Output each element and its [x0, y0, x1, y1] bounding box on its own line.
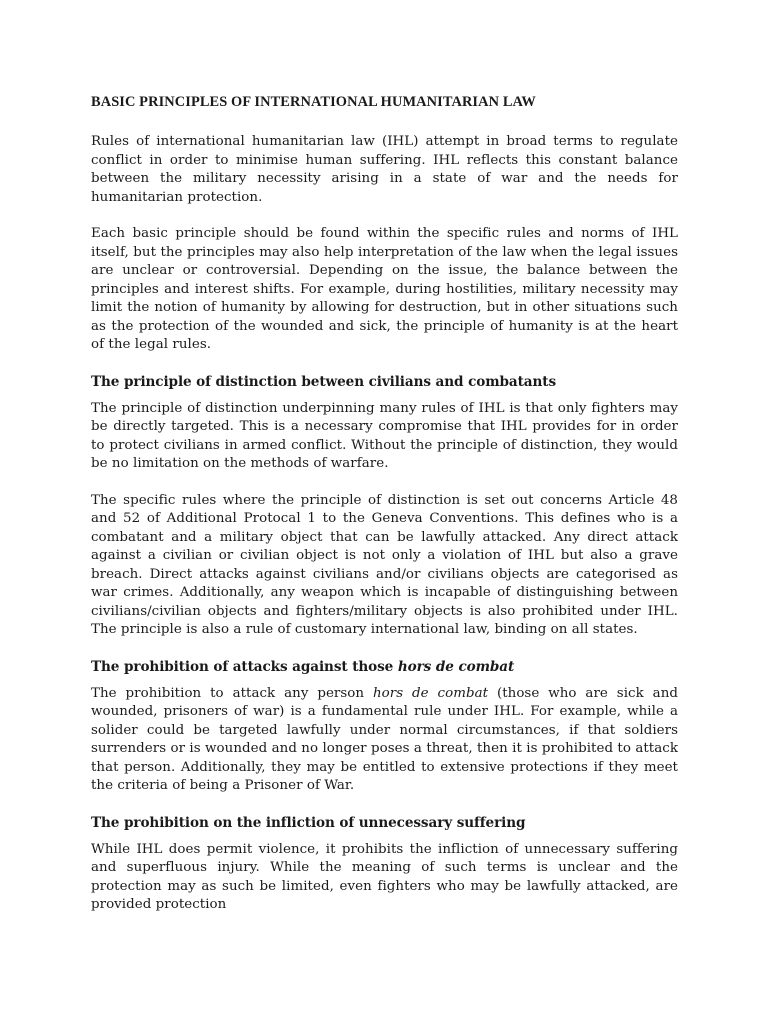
document-title: BASIC PRINCIPLES OF INTERNATIONAL HUMANITARIAN LAW	[91, 94, 536, 110]
distinction-paragraph-2: The specific rules where the principle of distinction is set out concerns Article 48 and 52 of Additional Protocal 1 to the Geneva Conventions. This defines who is a combatant and a military object that can be lawfully attacked. Any direct attack against a civilian or civilian object is not only a violation of IHL but also a grave breach. Direct attacks against civilians and/or civilians objects are categorised as war crimes. Additionally, any weapon which is incapable of distinguishing between civilians/civilian objects and fighters/military objects is also prohibited under IHL. The principle is also a rule of customary international law, binding on all states.	[91, 492, 678, 637]
distinction-paragraph-1: The principle of distinction underpinning many rules of IHL is that only fighters may be directly targeted. This is a necessary compromise that IHL provides for in order to protect civilians in armed conflict. Without the principle of distinction, they would be no limitation on the methods of warfare.	[91, 400, 678, 471]
section-heading-hors-de-combat	[91, 658, 678, 676]
intro-paragraph-2: Each basic principle should be found within the specific rules and norms of IHL itself, but the principles may also help interpretation of the law when the legal issues are unclear or controversial. Depending on the issue, the balance between the principles and interest shifts. For example, during hostilities, military necessity may limit the notion of humanity by allowing for destruction, but in other situations such as the protection of the wounded and sick, the principle of humanity is at the heart of the legal rules.	[91, 226, 678, 352]
section-heading-unnecessary-suffering: The prohibition on the infliction of unnecessary suffering	[91, 814, 526, 831]
paragraph-lead: The prohibition to attack any person	[91, 685, 373, 701]
section-heading-distinction: The principle of distinction between civilians and combatants	[91, 373, 557, 390]
hors-de-combat-paragraph	[91, 685, 678, 796]
document-page	[91, 93, 678, 915]
intro-paragraph-1: Rules of international humanitarian law (IHL) attempt in broad terms to regulate conflict in order to minimise human suffering. IHL reflects this constant balance between the military necessity arising in a state of war and the needs for humanitarian protection.	[91, 134, 678, 205]
paragraph-italic: hors de combat	[372, 685, 489, 701]
heading-italic-text: hors de combat	[397, 658, 515, 675]
paragraph-tail: (those who are sick and wounded, prisoners of war) is a fundamental rule under IHL. For example, while a solider could be targeted lawfully under normal circumstances, if that soldiers surrenders or is wounded and no longer poses a threat, then it is prohibited to attack that person. Additionally, they may be entitled to extensive protections if they meet the criteria of being a Prisoner of War.	[91, 685, 678, 793]
unnecessary-suffering-paragraph: While IHL does permit violence, it prohibits the infliction of unnecessary suffering and superfluous injury. While the meaning of such terms is unclear and the protection may as such be limited, even fighters who may be lawfully attacked, are provided protection	[91, 841, 678, 912]
heading-plain-text: The prohibition of attacks against those	[91, 658, 398, 675]
